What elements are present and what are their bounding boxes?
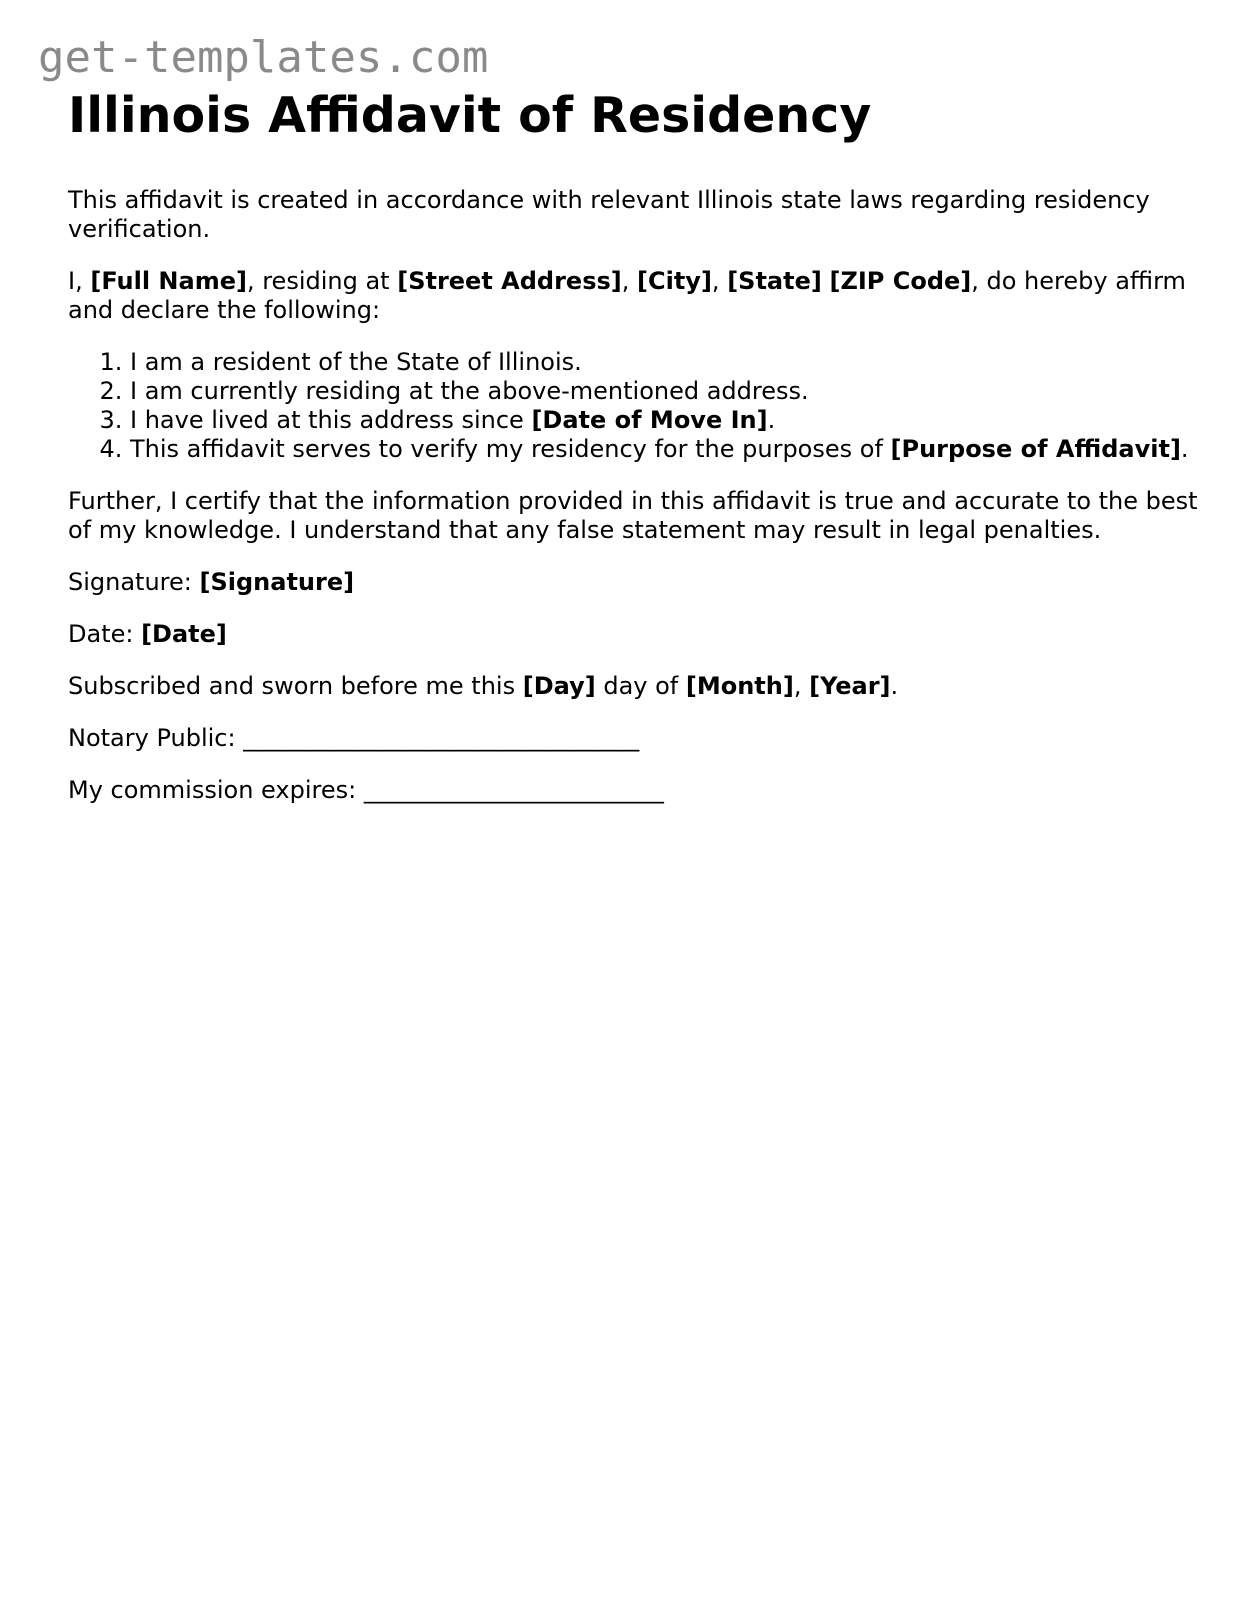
purpose-of-affidavit-field: [Purpose of Affidavit] xyxy=(890,435,1181,463)
separator: , xyxy=(621,267,638,295)
certification-paragraph: Further, I certify that the information provided in this affidavit is true and accurate to the best of my knowledge. I understand that any false statement may result in legal penalties. xyxy=(68,487,1198,544)
date-label: Date: xyxy=(68,620,142,648)
watermark: get-templates.com xyxy=(38,32,489,83)
day-field: [Day] xyxy=(522,672,596,700)
signature-field: [Signature] xyxy=(199,568,355,596)
commission-expires-line xyxy=(68,776,1198,805)
document-page xyxy=(68,88,1198,805)
declaration-suffix: , do hereby affirm and declare the following: xyxy=(68,267,1186,324)
date-line xyxy=(68,620,1198,649)
notary-public-blank: _________________________________ xyxy=(243,724,640,752)
signature-label: Signature: xyxy=(68,568,200,596)
list-item-text: I have lived at this address since xyxy=(130,406,532,434)
date-of-move-in-field: [Date of Move In] xyxy=(531,406,768,434)
year-field: [Year] xyxy=(809,672,891,700)
list-item-text: I am a resident of the State of Illinois. xyxy=(130,348,582,376)
separator: , xyxy=(793,672,810,700)
notary-public-line xyxy=(68,724,1198,753)
sworn-prefix: Subscribed and sworn before me this xyxy=(68,672,523,700)
signature-line xyxy=(68,568,1198,597)
state-field: [State] xyxy=(727,267,822,295)
sworn-text: day of xyxy=(595,672,686,700)
affirmation-list xyxy=(68,348,1198,464)
list-item-end: . xyxy=(1180,435,1189,463)
list-item-text: This affidavit serves to verify my residency for the purposes of xyxy=(130,435,891,463)
page-title: Illinois Affidavit of Residency xyxy=(68,87,872,144)
list-item xyxy=(130,348,1198,377)
month-field: [Month] xyxy=(685,672,794,700)
sworn-statement xyxy=(68,672,1198,701)
full-name-field: [Full Name] xyxy=(90,267,247,295)
date-field: [Date] xyxy=(141,620,227,648)
list-item xyxy=(130,406,1198,435)
declaration-prefix: I, xyxy=(68,267,91,295)
separator: , xyxy=(711,267,728,295)
street-address-field: [Street Address] xyxy=(397,267,622,295)
notary-public-label: Notary Public: xyxy=(68,724,244,752)
commission-expires-blank: _________________________ xyxy=(363,776,664,804)
declaration-text: , residing at xyxy=(246,267,398,295)
list-item-text: I am currently residing at the above-mentioned address. xyxy=(130,377,809,405)
zip-code-field: [ZIP Code] xyxy=(829,267,972,295)
sworn-end: . xyxy=(890,672,899,700)
list-item-end: . xyxy=(767,406,776,434)
list-item xyxy=(130,435,1198,464)
city-field: [City] xyxy=(637,267,712,295)
intro-paragraph: This affidavit is created in accordance with relevant Illinois state laws regarding residency verification. xyxy=(68,186,1150,243)
list-item xyxy=(130,377,1198,406)
commission-expires-label: My commission expires: xyxy=(68,776,364,804)
declaration-paragraph xyxy=(68,267,1198,325)
